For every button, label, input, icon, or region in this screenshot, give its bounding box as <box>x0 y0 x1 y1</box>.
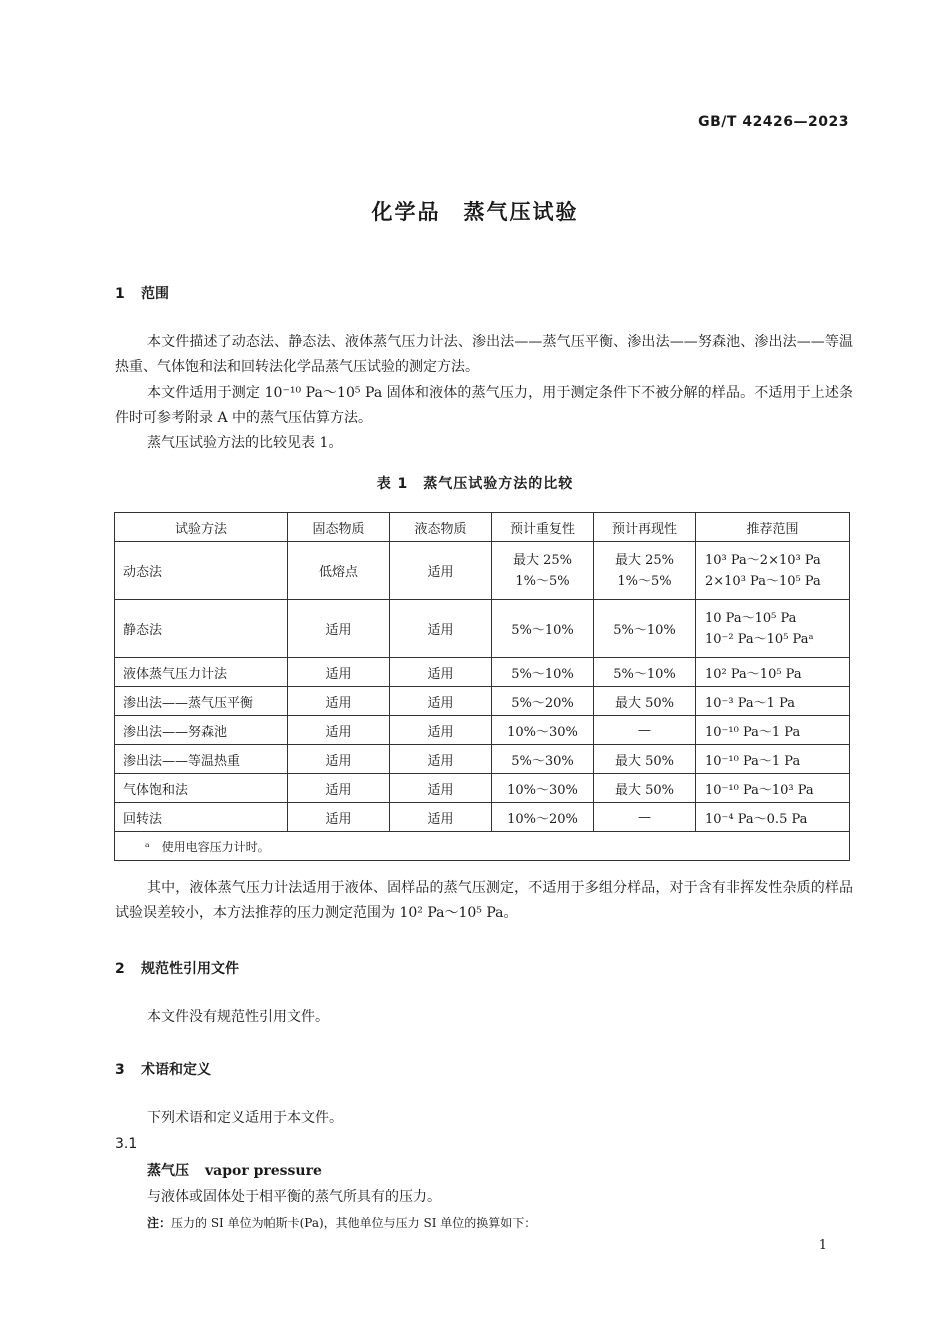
cell-method: 渗出法——努森池 <box>115 716 288 745</box>
cell-range: 10⁻³ Pa～1 Pa <box>696 687 850 716</box>
cell-line: 1%～5% <box>617 573 672 589</box>
section-2-title: 规范性引用文件 <box>141 961 239 977</box>
note-text: 压力的 SI 单位为帕斯卡(Pa)，其他单位与压力 SI 单位的换算如下： <box>171 1216 537 1230</box>
cell-line: 最大 25% <box>512 552 573 568</box>
cell-method: 渗出法——等温热重 <box>115 745 288 774</box>
cell-reproducibility: 5%～10% <box>594 600 696 658</box>
section-1-paragraph-2: 本文件适用于测定 10⁻¹⁰ Pa～10⁵ Pa 固体和液体的蒸气压力，用于测定条件下不被分解的样品。不适用于上述条件时可参考附录 A 中的蒸气压估算方法。 <box>115 385 853 426</box>
section-3-paragraph: 下列术语和定义适用于本文件。 <box>147 1110 343 1126</box>
cell-solid: 低熔点 <box>288 542 390 600</box>
table-header-row <box>115 513 850 542</box>
cell-method: 渗出法——蒸气压平衡 <box>115 687 288 716</box>
cell-solid: 适用 <box>288 745 390 774</box>
table-row <box>115 803 850 832</box>
section-3-heading <box>115 1059 211 1079</box>
cell-reproducibility <box>594 542 696 600</box>
cell-liquid: 适用 <box>390 774 492 803</box>
section-1-paragraph-1: 本文件描述了动态法、静态法、液体蒸气压力计法、渗出法——蒸气压平衡、渗出法——努森池、渗出法——等温热重、气体饱和法和回转法化学品蒸气压试验的测定方法。 <box>115 334 853 375</box>
section-2-number: 2 <box>115 961 125 977</box>
cell-repeatability: 10%～30% <box>492 774 594 803</box>
table-row <box>115 658 850 687</box>
cell-reproducibility: 最大 50% <box>594 687 696 716</box>
document-title: 化学品 蒸气压试验 <box>371 200 579 224</box>
term-entry <box>147 1160 322 1180</box>
cell-range <box>696 542 850 600</box>
cell-reproducibility: 5%～10% <box>594 658 696 687</box>
cell-line: 10 Pa～10⁵ Pa <box>705 610 797 626</box>
cell-line: 10⁻² Pa～10⁵ Paᵃ <box>705 631 814 647</box>
cell-repeatability <box>492 542 594 600</box>
term-chinese: 蒸气压 <box>147 1163 189 1179</box>
section-1-title: 范围 <box>141 286 169 302</box>
table-row <box>115 600 850 658</box>
cell-solid: 适用 <box>288 600 390 658</box>
table-row <box>115 745 850 774</box>
page-number: 1 <box>818 1238 827 1253</box>
standard-number: GB/T 42426—2023 <box>698 114 849 130</box>
cell-liquid: 适用 <box>390 658 492 687</box>
cell-method: 气体饱和法 <box>115 774 288 803</box>
term-note <box>147 1214 536 1231</box>
cell-range: 10⁻¹⁰ Pa～1 Pa <box>696 745 850 774</box>
cell-reproducibility: 最大 50% <box>594 774 696 803</box>
cell-repeatability: 5%～30% <box>492 745 594 774</box>
cell-method: 静态法 <box>115 600 288 658</box>
cell-reproducibility: — <box>594 803 696 832</box>
header-range: 推荐范围 <box>696 513 850 542</box>
section-1-heading <box>115 283 169 303</box>
cell-range: 10⁻⁴ Pa～0.5 Pa <box>696 803 850 832</box>
header-repeatability: 预计重复性 <box>492 513 594 542</box>
cell-liquid: 适用 <box>390 687 492 716</box>
after-table-paragraph: 其中，液体蒸气压力计法适用于液体、固样品的蒸气压测定，不适用于多组分样品，对于含有非挥发性杂质的样品试验误差较小，本方法推荐的压力测定范围为 10² Pa～10⁵ Pa。 <box>115 880 853 921</box>
cell-liquid: 适用 <box>390 803 492 832</box>
cell-solid: 适用 <box>288 687 390 716</box>
cell-reproducibility: 最大 50% <box>594 745 696 774</box>
section-1-paragraph-3: 蒸气压试验方法的比较见表 1。 <box>147 435 343 451</box>
cell-reproducibility: — <box>594 716 696 745</box>
cell-range: 10² Pa～10⁵ Pa <box>696 658 850 687</box>
cell-repeatability: 5%～10% <box>492 600 594 658</box>
cell-method: 回转法 <box>115 803 288 832</box>
table-row <box>115 687 850 716</box>
cell-liquid: 适用 <box>390 716 492 745</box>
cell-repeatability: 10%～20% <box>492 803 594 832</box>
cell-line: 2×10³ Pa～10⁵ Pa <box>705 573 821 589</box>
table-footnote-row <box>115 832 850 861</box>
header-reproducibility: 预计再现性 <box>594 513 696 542</box>
table-1-caption: 表 1 蒸气压试验方法的比较 <box>376 476 574 492</box>
section-3-number: 3 <box>115 1062 125 1078</box>
cell-method: 动态法 <box>115 542 288 600</box>
cell-repeatability: 10%～30% <box>492 716 594 745</box>
cell-range <box>696 600 850 658</box>
cell-range: 10⁻¹⁰ Pa～10³ Pa <box>696 774 850 803</box>
cell-solid: 适用 <box>288 716 390 745</box>
cell-liquid: 适用 <box>390 600 492 658</box>
header-liquid: 液态物质 <box>390 513 492 542</box>
cell-range: 10⁻¹⁰ Pa～1 Pa <box>696 716 850 745</box>
note-label: 注： <box>147 1216 172 1230</box>
table-row <box>115 542 850 600</box>
cell-liquid: 适用 <box>390 542 492 600</box>
comparison-table <box>114 512 850 861</box>
cell-method: 液体蒸气压力计法 <box>115 658 288 687</box>
cell-solid: 适用 <box>288 803 390 832</box>
table-row <box>115 716 850 745</box>
table-footnote: ᵃ 使用电容压力计时。 <box>115 832 850 861</box>
cell-line: 最大 25% <box>614 552 675 568</box>
term-number: 3.1 <box>115 1136 138 1152</box>
table-row <box>115 774 850 803</box>
cell-line: 1%～5% <box>515 573 570 589</box>
header-method: 试验方法 <box>115 513 288 542</box>
cell-line: 10³ Pa～2×10³ Pa <box>705 552 821 568</box>
term-definition: 与液体或固体处于相平衡的蒸气所具有的压力。 <box>147 1189 441 1205</box>
section-2-heading <box>115 958 239 978</box>
header-solid: 固态物质 <box>288 513 390 542</box>
cell-solid: 适用 <box>288 658 390 687</box>
section-1-number: 1 <box>115 286 125 302</box>
section-2-paragraph: 本文件没有规范性引用文件。 <box>147 1009 329 1025</box>
term-english: vapor pressure <box>205 1163 322 1179</box>
section-3-title: 术语和定义 <box>141 1062 211 1078</box>
cell-liquid: 适用 <box>390 745 492 774</box>
cell-repeatability: 5%～20% <box>492 687 594 716</box>
cell-repeatability: 5%～10% <box>492 658 594 687</box>
cell-solid: 适用 <box>288 774 390 803</box>
